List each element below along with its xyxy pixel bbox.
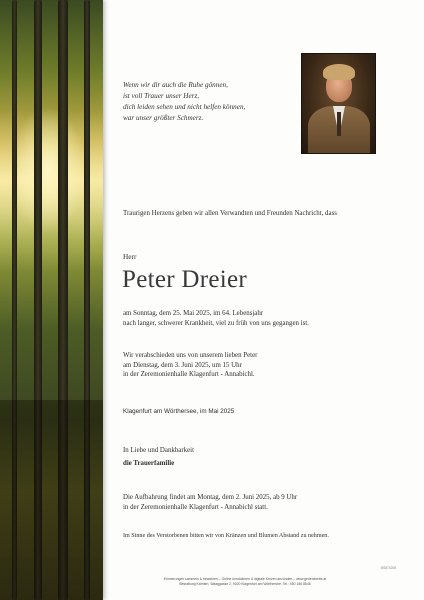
death-notice-line: nach langer, schwerer Krankheit, viel zu früh von uns gegangen ist. <box>123 319 309 327</box>
deceased-name: Peter Dreier <box>122 266 248 293</box>
place-date: Klagenfurt am Wörthersee, im Mai 2025 <box>123 408 235 415</box>
portrait-photo <box>301 53 376 154</box>
poem-line: dich leiden sehen und nicht helfen können, <box>123 103 246 111</box>
poem-line: ist voll Trauer unser Herz, <box>123 92 200 100</box>
fern-undergrowth <box>0 400 103 600</box>
document-code: BS874208 <box>381 566 396 570</box>
signature-line: In Liebe und Dankbarkeit <box>123 447 194 454</box>
death-notice-line: am Sonntag, dem 25. Mai 2025, im 64. Lebensjahr <box>123 310 264 317</box>
farewell-line: in der Zeremonienhalle Klagenfurt - Annabichl. <box>123 371 255 379</box>
death-notice <box>123 309 309 328</box>
salutation: Herr <box>123 252 137 261</box>
viewing-line: in der Zeremonienhalle Klagenfurt - Annabichl statt. <box>123 503 268 511</box>
poem <box>123 80 293 124</box>
photo-hair <box>323 64 355 80</box>
photo-tie <box>337 112 341 136</box>
intro-text: Traurigen Herzens geben wir allen Verwandten und Freunden Nachricht, dass <box>123 210 337 217</box>
forest-image <box>0 0 103 600</box>
farewell-notice <box>123 351 257 380</box>
poem-line: Wenn wir dir auch die Ruhe gönnen, <box>123 81 228 89</box>
footer-line: Erinnerungen sammeln & bewahren – Online kondolieren & digitale Kerzen anzünden – www.gedenkseite.at <box>163 577 327 581</box>
viewing-notice <box>123 493 297 512</box>
flowers-request: Im Sinne des Verstorbenen bitten wir von Kränzen und Blumen Abstand zu nehmen. <box>123 533 329 539</box>
signature-family: die Trauerfamilie <box>123 459 175 467</box>
poem-line: war unser größter Schmerz. <box>123 114 204 122</box>
viewing-line: Die Aufbahrung findet am Montag, dem 2. Juni 2025, ab 9 Uhr <box>123 494 298 501</box>
footer <box>130 577 360 587</box>
signature <box>123 446 194 468</box>
farewell-line: Wir verabschieden uns von unserem lieben Peter <box>123 352 258 359</box>
farewell-line: am Dienstag, dem 3. Juni 2025, um 15 Uhr <box>123 361 242 369</box>
footer-line: Bestattung Kärnten, Waaggasse 2, 9020 Klagenfurt am Wörthersee, Tel.: 050 186 8848 <box>179 582 311 586</box>
